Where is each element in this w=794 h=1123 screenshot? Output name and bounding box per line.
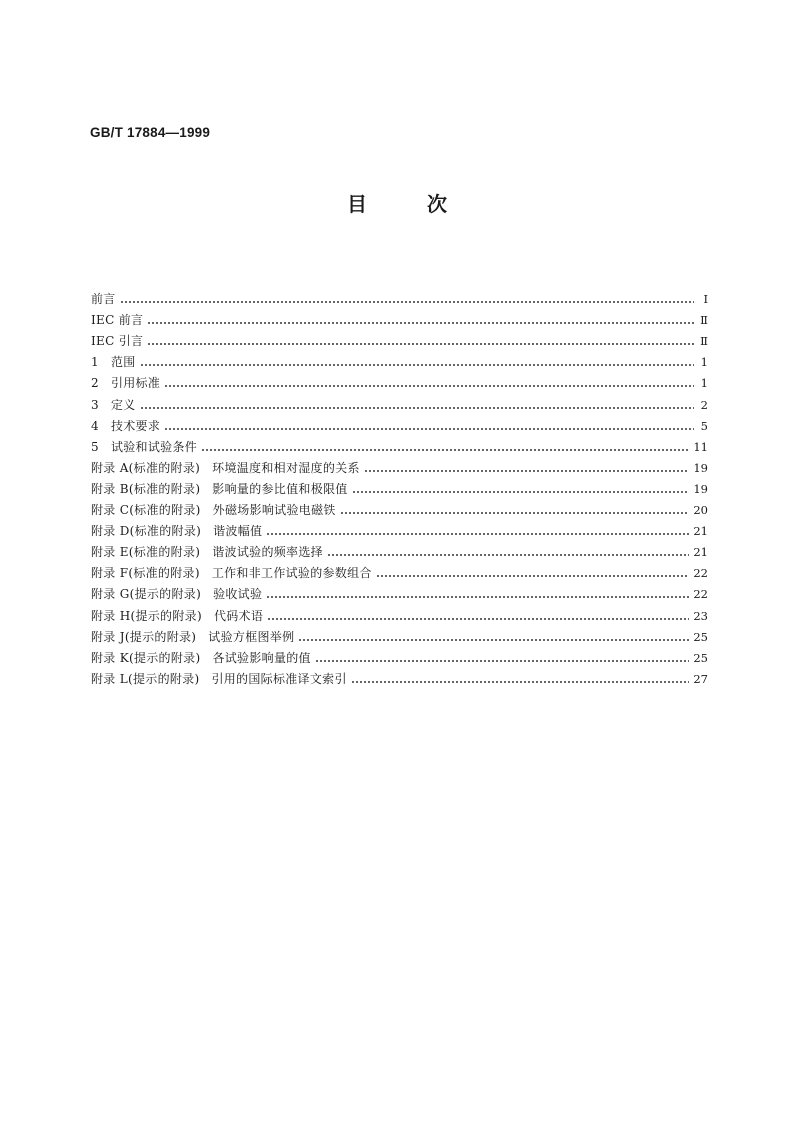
toc-entry-text: 影响量的参比值和极限值 xyxy=(212,481,348,496)
toc-entry-text: 定义 xyxy=(110,397,136,412)
toc-entry-number: 5 xyxy=(91,439,99,454)
toc-page-number: 5 xyxy=(700,418,708,433)
toc-dot-leader xyxy=(147,343,694,345)
toc-entry-text: 范围 xyxy=(110,355,136,370)
toc-entry[interactable] xyxy=(91,476,708,497)
page-title: 目次 xyxy=(347,192,507,216)
toc-entry-text: IEC 前言 xyxy=(91,313,144,328)
toc-entry-number: 附录 D(标准的附录) xyxy=(91,524,202,539)
toc-dot-leader xyxy=(327,554,689,556)
toc-entry-label xyxy=(91,650,311,666)
toc-page-number: 19 xyxy=(693,460,708,475)
toc-dot-leader xyxy=(266,596,689,598)
toc-entry[interactable] xyxy=(91,602,708,623)
toc-entry-number: 附录 K(提示的附录) xyxy=(91,650,201,665)
toc-entry-label xyxy=(91,375,160,391)
toc-entry-label xyxy=(91,629,294,645)
toc-dot-leader xyxy=(267,618,689,620)
toc-entry-text: 技术要求 xyxy=(110,418,161,433)
toc-page-number: 1 xyxy=(700,355,708,370)
toc-entry[interactable] xyxy=(91,497,708,518)
toc-page-number: 21 xyxy=(693,545,708,560)
toc-entry-text: 前言 xyxy=(91,292,116,307)
toc-page-number: 25 xyxy=(693,629,708,644)
toc-page-number: Ⅰ xyxy=(703,292,708,307)
toc-page-number: 27 xyxy=(693,671,708,686)
toc-entry-number: 附录 E(标准的附录) xyxy=(91,545,201,560)
toc-dot-leader xyxy=(315,660,690,662)
toc-page-number: 1 xyxy=(700,376,708,391)
toc-entry-text: 验收试验 xyxy=(213,587,263,602)
toc-entry-label xyxy=(91,565,372,581)
toc-dot-leader xyxy=(376,575,690,577)
toc-entry-label xyxy=(91,586,262,602)
toc-page-number: Ⅱ xyxy=(700,334,708,349)
toc-entry-label xyxy=(91,671,347,687)
toc-dot-leader xyxy=(340,512,690,514)
toc-dot-leader xyxy=(201,449,689,451)
toc-entry-label xyxy=(91,333,143,349)
toc-entry[interactable] xyxy=(91,645,708,666)
toc-entry[interactable] xyxy=(91,560,708,581)
standard-code: GB/T 17884—1999 xyxy=(90,125,211,140)
toc-entry-text: 试验和试验条件 xyxy=(110,439,198,454)
toc-entry[interactable] xyxy=(91,391,708,412)
toc-entry-number: 3 xyxy=(91,397,99,412)
toc-entry-number: 附录 H(提示的附录) xyxy=(91,608,202,623)
toc-entry-text: 引用的国际标准译文索引 xyxy=(211,671,347,686)
toc-entry-text: 代码术语 xyxy=(213,608,264,623)
toc-entry-text: 工作和非工作试验的参数组合 xyxy=(211,566,372,581)
toc-entry[interactable] xyxy=(91,328,708,349)
toc-entry[interactable] xyxy=(91,666,708,687)
toc-entry-number: 附录 B(标准的附录) xyxy=(91,481,201,496)
toc-page-number: 2 xyxy=(700,397,708,412)
toc-entry-text: 试验方框图举例 xyxy=(208,629,295,644)
toc-entry[interactable] xyxy=(91,370,708,391)
toc-entry-text: 外磁场影响试验电磁铁 xyxy=(212,503,336,518)
toc-entry-text: 引用标准 xyxy=(110,376,161,391)
toc-entry-number: 附录 G(提示的附录) xyxy=(91,587,202,602)
toc-entry[interactable] xyxy=(91,539,708,560)
toc-page-number: Ⅱ xyxy=(700,313,708,328)
toc-entry-number: 1 xyxy=(91,355,99,370)
table-of-contents xyxy=(91,286,708,687)
toc-page-number: 23 xyxy=(693,608,708,623)
toc-entry-label xyxy=(91,397,136,413)
toc-entry-label xyxy=(91,291,116,307)
toc-entry-label xyxy=(91,544,323,560)
toc-entry-label xyxy=(91,502,336,518)
toc-entry-text: 各试验影响量的值 xyxy=(212,650,311,665)
toc-entry[interactable] xyxy=(91,518,708,539)
toc-dot-leader xyxy=(147,322,694,324)
toc-dot-leader xyxy=(120,301,694,303)
toc-entry[interactable] xyxy=(91,349,708,370)
toc-entry-number: 2 xyxy=(91,376,99,391)
toc-dot-leader xyxy=(266,533,689,535)
toc-entry-label xyxy=(91,481,348,497)
toc-entry[interactable] xyxy=(91,286,708,307)
toc-dot-leader xyxy=(140,407,694,409)
toc-page-number: 19 xyxy=(693,481,708,496)
toc-page-number: 20 xyxy=(693,503,708,518)
toc-entry-number: 附录 C(标准的附录) xyxy=(91,503,201,518)
toc-entry-number: 4 xyxy=(91,418,99,433)
toc-entry-text: IEC 引言 xyxy=(91,334,144,349)
toc-dot-leader xyxy=(298,639,689,641)
toc-entry-label xyxy=(91,523,262,539)
toc-entry[interactable] xyxy=(91,413,708,434)
toc-dot-leader xyxy=(140,364,694,366)
toc-entry-label xyxy=(91,439,197,455)
toc-dot-leader xyxy=(164,385,694,387)
toc-page-number: 11 xyxy=(693,439,708,454)
toc-page-number: 25 xyxy=(693,650,708,665)
toc-entry-label xyxy=(91,312,143,328)
toc-entry-text: 谐波幅值 xyxy=(213,524,263,539)
toc-entry[interactable] xyxy=(91,624,708,645)
toc-page-number: 21 xyxy=(693,524,708,539)
toc-entry-number: 附录 A(标准的附录) xyxy=(91,460,201,475)
toc-entry-number: 附录 J(提示的附录) xyxy=(91,629,197,644)
toc-entry[interactable] xyxy=(91,581,708,602)
toc-entry-text: 谐波试验的频率选择 xyxy=(212,545,323,560)
toc-entry[interactable] xyxy=(91,434,708,455)
toc-entry-label xyxy=(91,460,360,476)
toc-dot-leader xyxy=(352,491,690,493)
toc-entry-number: 附录 L(提示的附录) xyxy=(91,671,200,686)
toc-dot-leader xyxy=(351,681,690,683)
toc-entry-label xyxy=(91,608,263,624)
toc-entry[interactable] xyxy=(91,307,708,328)
toc-entry-label xyxy=(91,418,160,434)
toc-page-number: 22 xyxy=(693,587,708,602)
toc-entry-number: 附录 F(标准的附录) xyxy=(91,566,200,581)
toc-entry-label xyxy=(91,354,136,370)
toc-dot-leader xyxy=(364,470,690,472)
toc-entry[interactable] xyxy=(91,455,708,476)
toc-entry-text: 环境温度和相对湿度的关系 xyxy=(212,460,360,475)
toc-page-number: 22 xyxy=(693,566,708,581)
toc-dot-leader xyxy=(164,428,694,430)
